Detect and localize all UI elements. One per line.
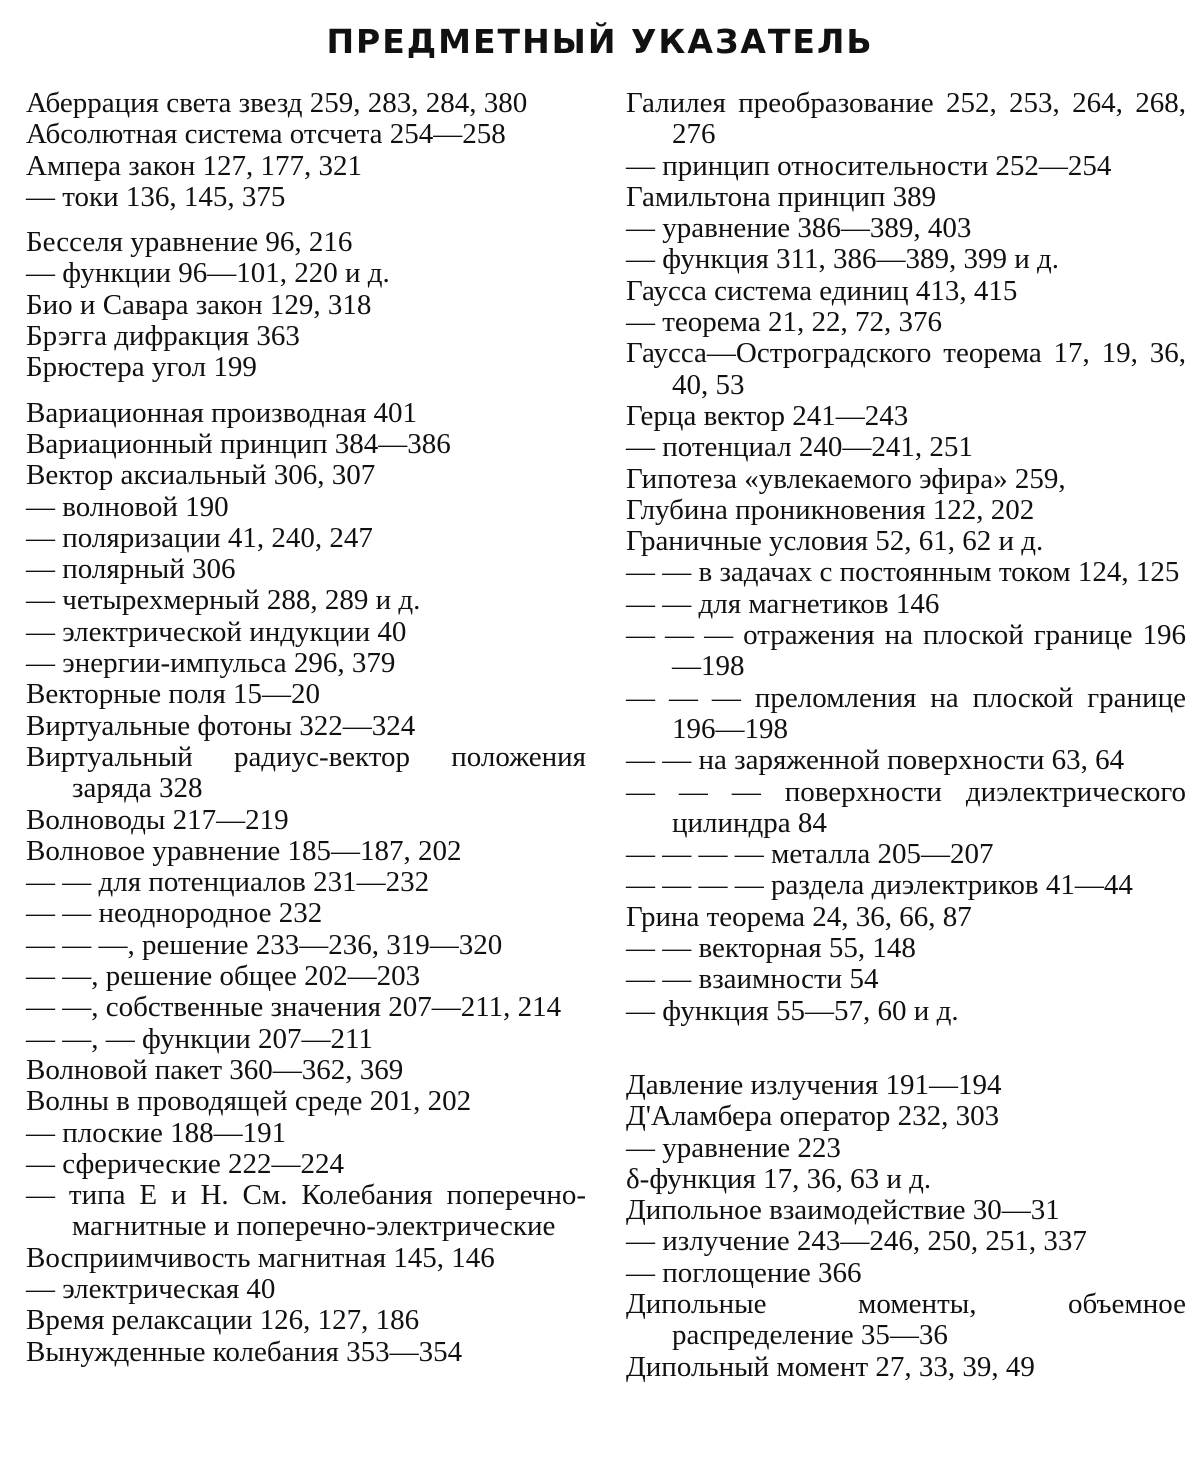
index-entry: — плоские 188—191 <box>26 1116 287 1149</box>
index-entry: — уравнение 386—389, 403 <box>626 212 972 245</box>
index-entry: Волноводы 217—219 <box>26 803 289 836</box>
index-entry: δ-функция 17, 36, 63 и д. <box>626 1162 932 1195</box>
index-entry: — электрической индукции 40 <box>26 615 407 648</box>
index-entry: — электрическая 40 <box>26 1272 276 1305</box>
index-entry: — —, решение общее 202—203 <box>26 960 421 993</box>
index-entry: — сферические 222—224 <box>26 1147 344 1180</box>
page-title: ПРЕДМЕТНЫЙ УКАЗАТЕЛЬ <box>326 22 874 61</box>
index-entry: — поляризации 41, 240, 247 <box>26 521 373 554</box>
index-entry: Вариационный принцип 384—386 <box>26 427 451 460</box>
index-entry: Д'Аламбера оператор 232, 303 <box>626 1100 1000 1133</box>
index-entry: — энергии-импульса 296, 379 <box>26 647 396 680</box>
index-entry: — — —, решение 233—236, 319—320 <box>26 928 503 961</box>
index-entry: Волновой пакет 360—362, 369 <box>26 1053 404 1086</box>
index-entry: Гамильтона принцип 389 <box>626 180 937 213</box>
index-column-left <box>26 88 586 1368</box>
index-entry: Брюстера угол 199 <box>26 351 257 384</box>
index-entry: — — для потенциалов 231—232 <box>26 866 430 899</box>
index-entry: Давление излучения 191—194 <box>626 1068 1002 1101</box>
index-entry: Дипольный момент 27, 33, 39, 49 <box>626 1350 1035 1383</box>
index-entry: — — векторная 55, 148 <box>626 932 916 965</box>
index-entry: Абсолютная система отсчета 254—258 <box>26 118 506 151</box>
index-entry: Вариационная производная 401 <box>26 396 418 429</box>
index-entry: — — — отражения на плоской границе 196—198 <box>626 619 1186 683</box>
index-entry: — функция 311, 386—389, 399 и д. <box>626 243 1060 276</box>
index-entry: Брэгга дифракция 363 <box>26 320 300 353</box>
index-entry: Гипотеза «увлекаемого эфира» 259, <box>626 462 1066 495</box>
index-entry: — полярный 306 <box>26 553 236 586</box>
index-entry: Вектор аксиальный 306, 307 <box>26 459 376 492</box>
index-entry: Виртуальный радиус-вектор положения заряда 328 <box>26 740 586 805</box>
index-entry: — — неоднородное 232 <box>26 897 323 930</box>
index-entry: Векторные поля 15—20 <box>26 678 321 711</box>
index-entry: — — — поверхности диэлектрического цилиндра 84 <box>626 775 1186 839</box>
index-entry: — — — — металла 205—207 <box>626 838 994 871</box>
index-entry: Галилея преобразование 252, 253, 264, 268, 276 <box>626 87 1186 151</box>
index-entry: — — для магнетиков 146 <box>626 587 940 620</box>
index-entry: — — на заряженной поверхности 63, 64 <box>626 744 1125 777</box>
index-entry: Восприимчивость магнитная 145, 146 <box>26 1241 495 1274</box>
index-entry: Гаусса система единиц 413, 415 <box>626 274 1018 307</box>
index-entry: — излучение 243—246, 250, 251, 337 <box>626 1225 1087 1258</box>
index-entry: Время релаксации 126, 127, 186 <box>26 1304 420 1337</box>
index-entry: — функция 55—57, 60 и д. <box>626 994 959 1027</box>
index-entry: Граничные условия 52, 61, 62 и д. <box>626 525 1044 558</box>
index-entry: — — — — раздела диэлектриков 41—44 <box>626 869 1133 902</box>
index-entry: — типа E и H. См. Колебания поперечно-магнитные и поперечно-электрические <box>26 1179 586 1243</box>
index-entry: — токи 136, 145, 375 <box>26 180 286 213</box>
index-entry: — четырехмерный 288, 289 и д. <box>26 584 421 617</box>
index-entry: Герца вектор 241—243 <box>626 399 909 432</box>
index-column-right <box>626 88 1186 1383</box>
index-entry: — теорема 21, 22, 72, 376 <box>626 306 942 339</box>
index-entry: — — — преломления на плоской границе 196—198 <box>626 681 1186 745</box>
index-entry: — —, собственные значения 207—211, 214 <box>26 991 562 1024</box>
index-entry: Грина теорема 24, 36, 66, 87 <box>626 900 972 933</box>
index-entry: — — в задачах с постоянным током 124, 125 <box>626 556 1180 589</box>
index-entry: Гаусса—Остроградского теорема 17, 19, 36, 40, 53 <box>626 337 1186 401</box>
index-entry: Волны в проводящей среде 201, 202 <box>26 1085 472 1118</box>
index-entry: Бесселя уравнение 96, 216 <box>26 226 353 259</box>
index-entry: Вынужденные колебания 353—354 <box>26 1335 463 1368</box>
index-entry: — принцип относительности 252—254 <box>626 149 1112 182</box>
index-entry: — уравнение 223 <box>626 1131 841 1164</box>
index-entry: — функции 96—101, 220 и д. <box>26 257 390 290</box>
index-entry: Био и Савара закон 129, 318 <box>26 288 372 321</box>
index-entry: — волновой 190 <box>26 490 229 523</box>
index-entry: Виртуальные фотоны 322—324 <box>26 709 416 742</box>
index-entry: — — взаимности 54 <box>626 963 879 996</box>
index-entry: Глубина проникновения 122, 202 <box>626 493 1035 526</box>
index-entry: — поглощение 366 <box>626 1256 862 1289</box>
index-entry: Дипольное взаимодействие 30—31 <box>626 1194 1060 1227</box>
index-entry: Ампера закон 127, 177, 321 <box>26 149 363 182</box>
index-entry: Волновое уравнение 185—187, 202 <box>26 834 462 867</box>
index-entry: Дипольные моменты, объемное распределение 35—36 <box>626 1287 1186 1352</box>
index-entry: — —, — функции 207—211 <box>26 1022 373 1055</box>
index-entry: Аберрация света звезд 259, 283, 284, 380 <box>26 87 528 119</box>
index-entry: — потенциал 240—241, 251 <box>626 431 973 464</box>
